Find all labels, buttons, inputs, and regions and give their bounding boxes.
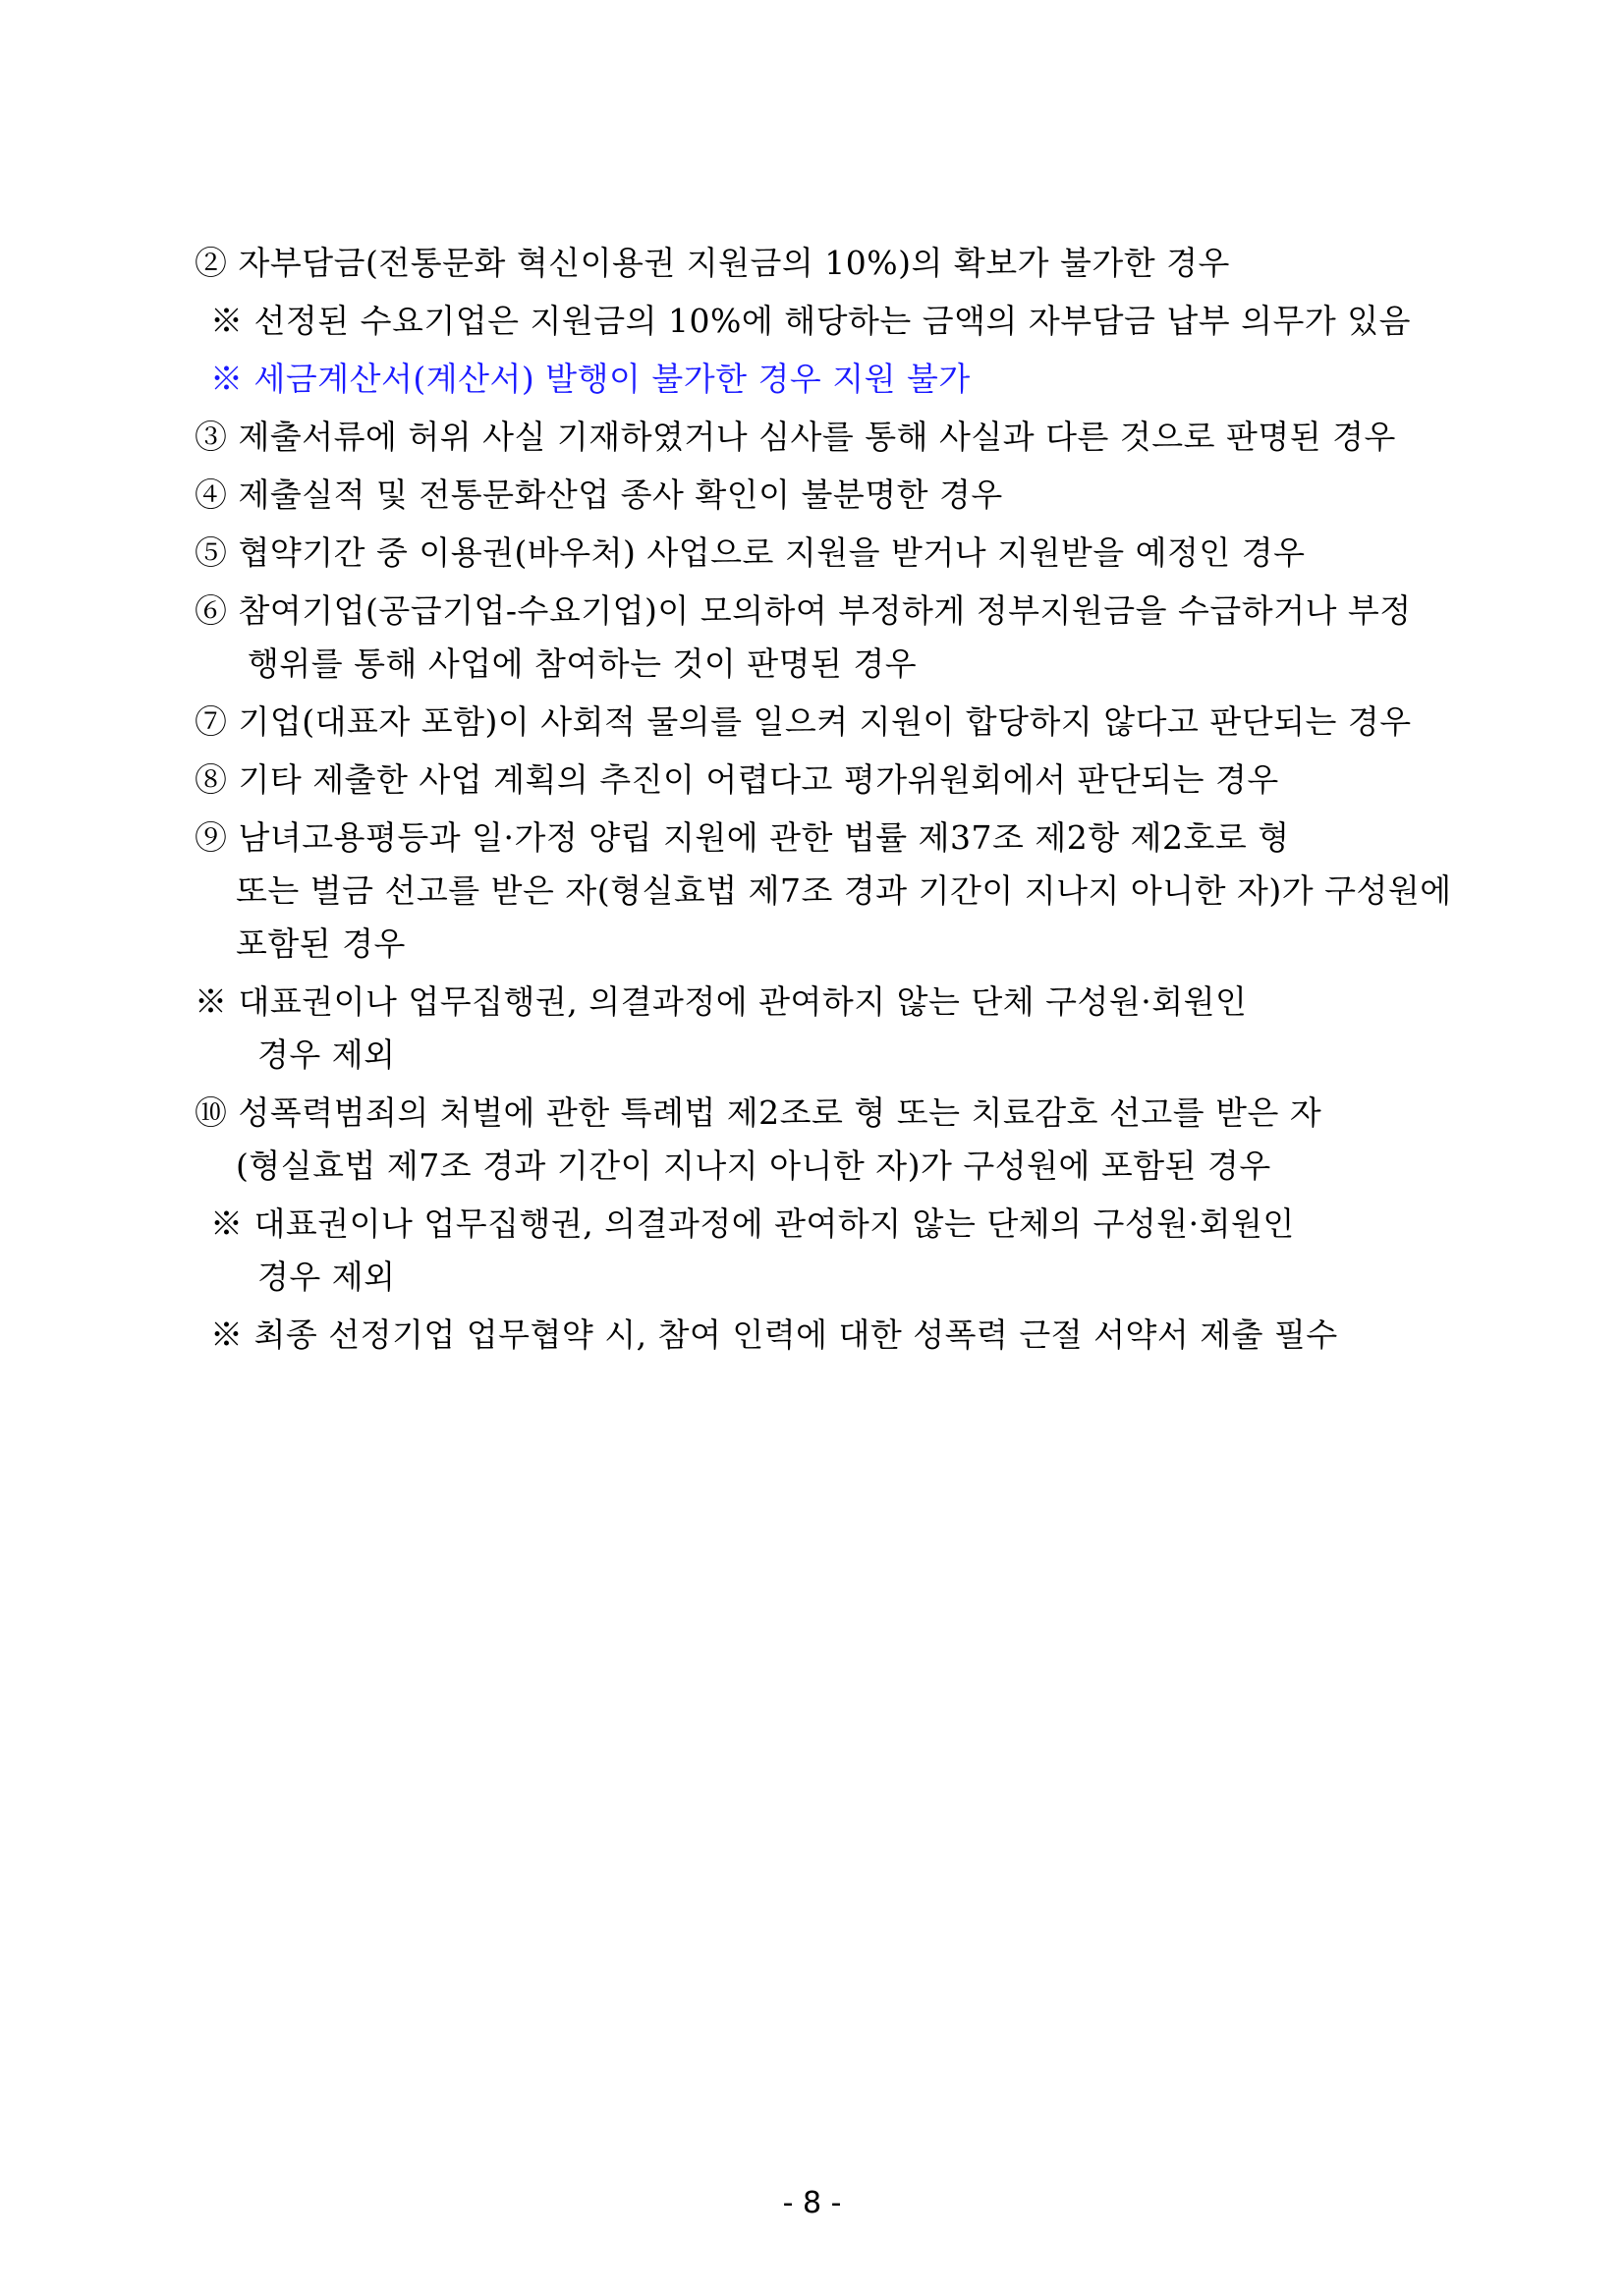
item-9-continuation-2: 포함된 경우 [236,924,406,963]
item-6-text: ⑥ 참여기업(공급기업-수요기업)이 모의하여 부정하게 정부지원금을 수급하거나 부정 [195,591,1412,630]
item-10-text: ⑩ 성폭력범죄의 처벌에 관한 특례법 제2조로 형 또는 치료감호 선고를 받은 자 [195,1093,1322,1132]
item-9-text: ⑨ 남녀고용평등과 일·가정 양립 지원에 관한 법률 제37조 제2항 제2호로 형 [195,818,1290,857]
item-3-text: ③ 제출서류에 허위 사실 기재하였거나 심사를 통해 사실과 다른 것으로 판명된 경우 [195,418,1396,456]
note-self-payment: ※ 선정된 수요기업은 지원금의 10%에 해당하는 금액의 자부담금 납부 의무가 있음 [210,302,1411,340]
item-10-continuation: (형실효법 제7조 경과 기간이 지나지 아니한 자)가 구성원에 포함된 경우 [236,1147,1271,1185]
item-7-text: ⑦ 기업(대표자 포함)이 사회적 물의를 일으켜 지원이 합당하지 않다고 판단되는 경우 [195,702,1412,741]
note-item-9-exception-continuation: 경우 제외 [257,1036,396,1074]
note-item-9-exception: ※ 대표권이나 업무집행권, 의결과정에 관여하지 않는 단체 구성원·회원인 [195,982,1248,1021]
item-2-text: ② 자부담금(전통문화 혁신이용권 지원금의 10%)의 확보가 불가한 경우 [195,244,1230,282]
page-number: - 8 - [782,2186,842,2220]
note-pledge-requirement: ※ 최종 선정기업 업무협약 시, 참여 인력에 대한 성폭력 근절 서약서 제출 필수 [210,1316,1338,1354]
item-6-continuation: 행위를 통해 사업에 참여하는 것이 판명된 경우 [248,644,918,683]
item-4-text: ④ 제출실적 및 전통문화산업 종사 확인이 불분명한 경우 [195,476,1003,514]
item-5-text: ⑤ 협약기간 중 이용권(바우처) 사업으로 지원을 받거나 지원받을 예정인 경우 [195,533,1306,572]
note-item-10-exception-continuation: 경우 제외 [257,1258,396,1296]
item-9-continuation-1: 또는 벌금 선고를 받은 자(형실효법 제7조 경과 기간이 지나지 아니한 자)가 구성원에 [236,871,1452,910]
note-item-10-exception: ※ 대표권이나 업무집행권, 의결과정에 관여하지 않는 단체의 구성원·회원인 [210,1204,1295,1243]
note-tax-invoice: ※ 세금계산서(계산서) 발행이 불가한 경우 지원 불가 [210,360,971,398]
item-8-text: ⑧ 기타 제출한 사업 계획의 추진이 어렵다고 평가위원회에서 판단되는 경우 [195,760,1279,799]
